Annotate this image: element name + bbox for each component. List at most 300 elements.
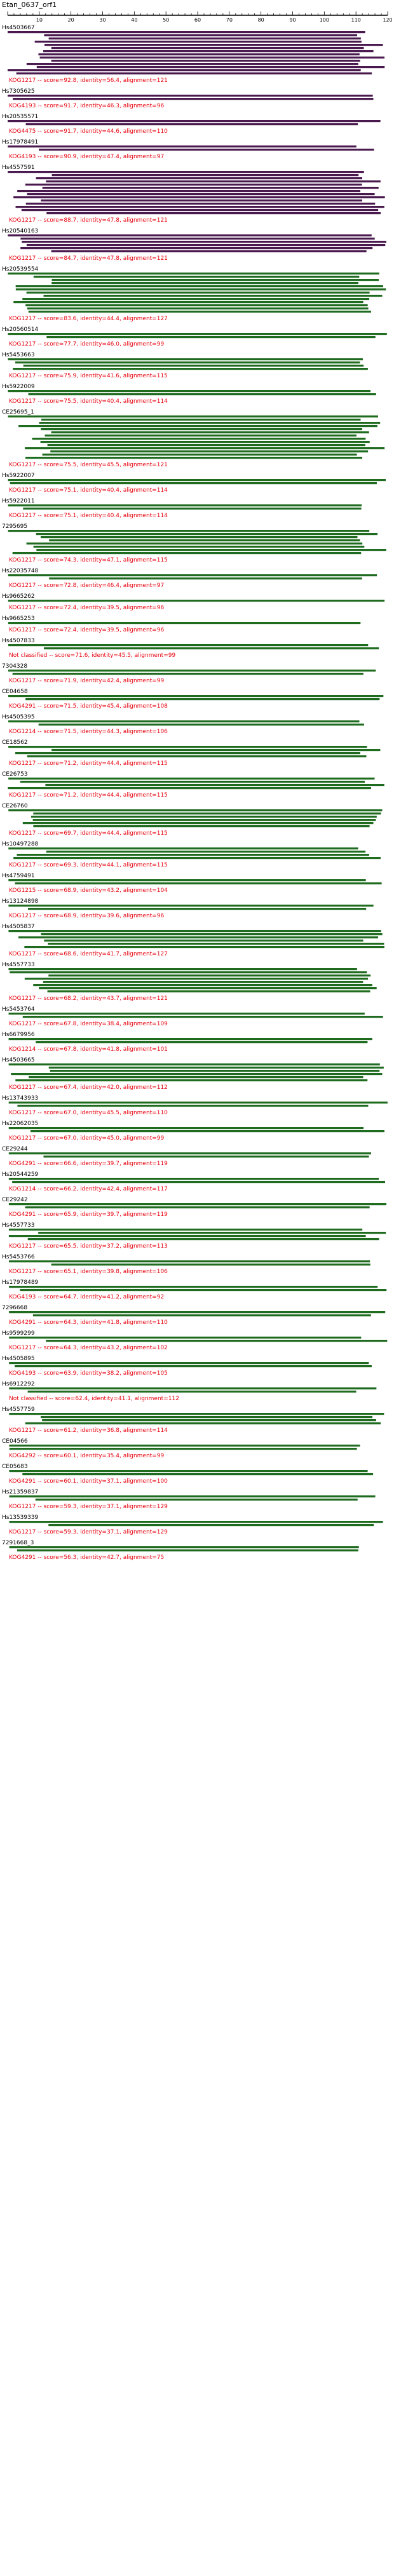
alignment-bar[interactable] [36,1041,367,1043]
hit-block [2,1381,376,1402]
hit-sequence-name: Hs5453663 [2,352,35,358]
ruler-tick-label: 60 [194,17,201,23]
alignment-bar[interactable] [32,438,366,440]
hit-sequence-name: 7296668 [2,1305,28,1311]
alignment-bar[interactable] [13,98,373,100]
alignment-bar[interactable] [43,187,379,189]
alignment-bar[interactable] [44,647,379,649]
hit-annotation: KOG1217 -- score=88.7, identity=47.8, alignment=121 [9,217,168,224]
hit-annotation: KOG1217 -- score=77.7, identity=46.0, alignment=99 [9,341,165,347]
alignment-bar[interactable] [17,1105,368,1107]
alignment-bar[interactable] [8,171,364,173]
alignment-bar[interactable] [49,1067,384,1069]
ruler-tick-label: 10 [36,17,43,23]
alignment-bar[interactable] [41,419,360,421]
alignment-bar[interactable] [31,816,377,818]
alignment-bar[interactable] [9,1413,384,1415]
alignment-bar[interactable] [27,244,385,246]
hit-block [2,266,386,322]
alignment-bar[interactable] [8,930,381,932]
alignment-bar[interactable] [9,1495,375,1497]
hit-annotation: KOG1217 -- score=75.5, identity=45.5, alignment=121 [9,462,168,468]
alignment-bar[interactable] [8,847,358,849]
hit-sequence-name: CE26753 [2,771,28,778]
hit-sequence-name: Hs5922009 [2,384,35,390]
alignment-bar[interactable] [8,670,376,671]
alignment-bar[interactable] [8,778,374,779]
hit-sequence-name: CE29242 [2,1197,28,1203]
alignment-bar[interactable] [9,1038,372,1040]
hit-block [2,593,384,611]
alignment-bar[interactable] [24,946,384,948]
hit-annotation: KOG1217 -- score=67.0, identity=45.5, alignment=110 [9,1110,168,1116]
alignment-bar[interactable] [9,1445,360,1446]
alignment-bar[interactable] [23,508,361,509]
hit-annotation: KOG4193 -- score=91.7, identity=46.3, alignment=96 [9,103,165,109]
hit-block [2,384,376,405]
hit-sequence-name: Hs22062035 [2,1121,39,1127]
ruler-tick-label: 110 [351,17,361,23]
alignment-bar[interactable] [26,123,358,125]
alignment-bar[interactable] [41,428,362,430]
hit-annotation: KOG1217 -- score=84.7, identity=47.8, alignment=121 [9,255,168,262]
hit-block [2,1121,384,1142]
alignment-bar[interactable] [15,882,382,884]
hit-annotation: KOG1217 -- score=67.8, identity=38.4, alignment=109 [9,1021,168,1027]
alignment-bar[interactable] [22,298,369,300]
hit-annotation: KOG1217 -- score=59.3, identity=37.1, alignment=129 [9,1529,168,1535]
ruler-tick-label: 70 [226,17,233,23]
hit-annotation: KOG4291 -- score=64.3, identity=41.8, alignment=110 [9,1319,168,1326]
hit-annotation: KOG4193 -- score=63.9, identity=38.2, alignment=105 [9,1370,168,1377]
alignment-bar[interactable] [8,720,359,722]
alignment-bar[interactable] [27,307,369,309]
alignment-bar[interactable] [9,1470,367,1472]
alignment-bar[interactable] [36,549,386,551]
alignment-bar[interactable] [39,149,374,151]
hit-sequence-name: Hs17978491 [2,139,39,145]
alignment-bar[interactable] [16,206,384,208]
alignment-bar[interactable] [8,530,369,532]
alignment-bar[interactable] [20,1289,386,1291]
hit-block [2,409,384,468]
alignment-bar[interactable] [39,422,381,424]
alignment-bar[interactable] [38,1232,386,1234]
alignment-bar[interactable] [41,199,362,201]
alignment-bar[interactable] [8,358,363,360]
alignment-bar[interactable] [8,968,357,970]
alignment-bar[interactable] [37,66,384,68]
hit-block [2,523,386,563]
alignment-bar[interactable] [49,577,362,579]
alignment-bar[interactable] [8,905,373,907]
alignment-bar[interactable] [13,857,381,859]
hit-block [2,1406,384,1434]
hit-block [2,1146,371,1167]
alignment-bar[interactable] [27,63,358,65]
hit-block [2,1197,386,1218]
alignment-bar[interactable] [36,533,377,535]
alignment-bar[interactable] [36,177,362,179]
alignment-bar[interactable] [48,1524,374,1526]
alignment-bar[interactable] [45,435,357,436]
alignment-bar[interactable] [25,1206,370,1208]
hit-annotation: Not classified -- score=71.6, identity=45.5, alignment=99 [9,652,176,659]
hit-block [2,1464,373,1485]
alignment-bar[interactable] [25,978,368,980]
alignment-bar[interactable] [34,546,365,548]
alignment-bar[interactable] [51,282,358,284]
hit-sequence-name: Hs4503665 [2,1057,35,1063]
alignment-bar[interactable] [46,212,381,214]
alignment-bar[interactable] [48,943,384,945]
hit-block [2,1330,387,1351]
alignment-bar[interactable] [28,1238,379,1240]
hit-annotation: KOG1217 -- score=72.4, identity=39.5, alignment=96 [9,627,165,633]
hit-sequence-name: 7295695 [2,523,28,530]
alignment-bar[interactable] [43,1156,369,1157]
alignment-bar[interactable] [17,1549,358,1551]
alignment-bar[interactable] [38,53,359,55]
alignment-bar[interactable] [43,981,363,983]
alignment-bar[interactable] [44,44,383,46]
alignment-bar[interactable] [25,184,362,185]
hit-block [2,689,383,710]
alignment-bar[interactable] [41,933,383,935]
alignment-bar[interactable] [13,673,363,675]
hit-block [2,1057,384,1091]
alignment-bar[interactable] [22,1473,373,1475]
alignment-bar[interactable] [27,292,370,293]
hit-sequence-name: 7304328 [2,663,28,670]
alignment-bar[interactable] [8,622,360,624]
alignment-bar[interactable] [8,31,365,33]
alignment-bar[interactable] [8,746,367,748]
alignment-bar[interactable] [15,752,360,754]
alignment-bar[interactable] [25,457,362,459]
alignment-bar[interactable] [43,50,374,52]
alignment-bar[interactable] [9,1362,369,1364]
hit-sequence-name: Hs21359837 [2,1489,39,1495]
alignment-bar[interactable] [23,1016,383,1018]
alignment-bar[interactable] [8,145,357,147]
alignment-bar[interactable] [16,285,383,287]
hit-block [2,88,373,109]
alignment-bar[interactable] [46,1340,387,1342]
alignment-bar[interactable] [8,809,382,811]
alignment-bar[interactable] [23,822,374,824]
hit-annotation: KOG1214 -- score=71.5, identity=44.3, alignment=106 [9,729,168,735]
alignment-bar[interactable] [13,196,385,198]
hit-block [2,714,364,735]
alignment-bar[interactable] [39,987,377,989]
hit-sequence-name: Hs4557733 [2,1222,35,1229]
alignment-bar[interactable] [9,1235,366,1237]
hit-block [2,25,384,84]
alignment-bar[interactable] [9,1311,385,1313]
hit-annotation: KOG4291 -- score=65.9, identity=39.7, alignment=119 [9,1211,168,1218]
alignment-bar[interactable] [27,755,367,757]
hit-sequence-name: Hs20540163 [2,228,39,234]
alignment-bar[interactable] [33,813,381,814]
hit-annotation: KOG1217 -- score=69.7, identity=44.4, alignment=115 [9,830,168,837]
hit-block [2,473,386,494]
hit-sequence-name: CE29244 [2,1146,28,1152]
alignment-bar[interactable] [29,393,376,395]
hit-annotation: KOG1217 -- score=83.6, identity=44.4, alignment=127 [9,316,168,322]
alignment-bar[interactable] [31,1130,384,1132]
hit-block [2,1254,370,1275]
hit-annotation: KOG4291 -- score=60.1, identity=37.1, alignment=100 [9,1478,168,1485]
ruler-tick-label: 50 [163,17,170,23]
hit-block [2,1095,388,1116]
alignment-bar[interactable] [8,234,372,236]
hit-block [2,568,377,589]
hit-annotation: KOG1217 -- score=72.4, identity=39.5, alignment=96 [9,605,165,611]
alignment-bar[interactable] [51,60,360,62]
alignment-bar[interactable] [8,390,370,392]
alignment-bar[interactable] [8,415,378,417]
alignment-bar[interactable] [10,971,367,973]
alignment-bar[interactable] [28,908,366,910]
alignment-bar[interactable] [15,361,360,363]
hit-block [2,873,382,894]
hit-block [2,841,381,868]
alignment-bar[interactable] [50,1070,379,1072]
alignment-bar[interactable] [24,365,364,367]
hit-block [2,1305,385,1326]
alignment-bar[interactable] [8,479,386,481]
alignment-bar[interactable] [12,1181,385,1183]
alignment-bar[interactable] [44,34,357,36]
sequence-title: Etan_0637_orf1 [2,1,57,9]
hit-annotation: KOG1217 -- score=68.2, identity=43.7, alignment=121 [9,995,168,1002]
alignment-bar[interactable] [17,72,372,74]
alignment-bar[interactable] [8,600,384,602]
alignment-bar[interactable] [41,441,370,443]
alignment-bar[interactable] [16,288,386,290]
alignment-bar[interactable] [18,936,378,938]
alignment-bar[interactable] [25,447,384,449]
alignment-bar[interactable] [33,825,369,827]
hit-sequence-name: Hs4503667 [2,25,35,31]
hit-annotation: KOG1217 -- score=68.9, identity=39.6, alignment=96 [9,913,165,919]
ruler-tick-label: 80 [257,17,264,23]
alignment-bar[interactable] [8,273,379,274]
hit-sequence-name: Hs10497288 [2,841,39,847]
alignment-bar[interactable] [10,482,377,484]
alignment-bar[interactable] [28,1391,357,1393]
alignment-bar[interactable] [27,193,375,195]
alignment-bar[interactable] [22,209,378,211]
alignment-bar[interactable] [29,1076,363,1078]
hit-annotation: KOG1217 -- score=71.2, identity=44.4, alignment=115 [9,792,168,799]
alignment-bar[interactable] [34,276,359,278]
hit-annotation: KOG4193 -- score=90.9, identity=47.4, alignment=97 [9,154,165,160]
hit-block [2,663,376,684]
hit-block [2,1356,372,1377]
alignment-bar[interactable] [9,1203,386,1205]
alignment-bar[interactable] [15,1365,372,1367]
alignment-bar[interactable] [25,698,379,700]
alignment-bar[interactable] [22,241,386,243]
alignment-bar[interactable] [8,69,361,71]
hit-annotation: KOG1217 -- score=65.5, identity=37.2, alignment=113 [9,1243,168,1250]
alignment-bar[interactable] [18,425,377,427]
alignment-bar[interactable] [35,41,362,43]
hit-annotation: KOG1217 -- score=75.5, identity=40.4, alignment=114 [9,398,168,405]
hit-annotation: KOG1217 -- score=71.2, identity=44.4, alignment=115 [9,760,168,767]
alignment-bar[interactable] [43,454,357,455]
hit-block [2,1438,360,1459]
hit-annotation: KOG1217 -- score=75.1, identity=40.4, alignment=114 [9,513,168,519]
hit-sequence-name: Hs4507833 [2,638,35,644]
hit-block [2,1489,376,1510]
hit-annotation: KOG1217 -- score=64.3, identity=43.2, alignment=102 [9,1345,168,1351]
alignment-bar[interactable] [46,851,365,853]
alignment-bar[interactable] [52,279,379,281]
alignment-bar[interactable] [51,1264,370,1265]
alignment-bar[interactable] [9,1152,371,1154]
hit-annotation: KOG1215 -- score=68.9, identity=43.2, alignment=104 [9,887,168,894]
hit-annotation: KOG4291 -- score=71.5, identity=45.4, alignment=108 [9,703,168,710]
alignment-bar[interactable] [46,336,375,338]
alignment-bar[interactable] [17,854,369,856]
alignment-bar[interactable] [8,787,371,789]
hit-annotation: KOG4291 -- score=66.6, identity=39.7, alignment=119 [9,1161,168,1167]
alignment-bar[interactable] [50,450,368,452]
alignment-bar[interactable] [25,304,367,306]
hit-sequence-name: Hs20535571 [2,114,39,120]
alignment-bar[interactable] [8,95,373,97]
hit-sequence-name: CE18562 [2,739,28,746]
alignment-bar[interactable] [41,536,357,538]
hit-sequence-name: Hs9665253 [2,616,35,622]
hit-annotation: KOG1217 -- score=74.3, identity=47.1, alignment=115 [9,557,168,563]
alignment-bar[interactable] [41,1416,372,1418]
alignment-bar[interactable] [49,539,360,541]
alignment-bar[interactable] [51,47,364,49]
alignment-bar[interactable] [15,1079,367,1081]
hit-block [2,1514,383,1535]
alignment-bar[interactable] [8,574,377,576]
hit-sequence-name: 7291668_3 [2,1540,34,1546]
alignment-bar[interactable] [39,724,364,725]
alignment-bar[interactable] [10,1521,383,1523]
alignment-bar[interactable] [13,301,363,303]
alignment-bar[interactable] [48,974,370,976]
alignment-bar[interactable] [9,1102,388,1103]
alignment-bar[interactable] [33,984,372,986]
hit-sequence-name: Hs5453764 [2,1006,35,1013]
alignment-bar[interactable] [9,1178,379,1180]
alignment-bar[interactable] [27,543,363,544]
alignment-bar[interactable] [8,120,381,122]
alignment-bar[interactable] [13,368,368,370]
hit-sequence-name: CE26760 [2,803,28,809]
hit-annotation: KOG1217 -- score=75.9, identity=41.6, alignment=115 [9,373,168,379]
alignment-bar[interactable] [48,444,365,446]
alignment-bar[interactable] [9,1013,365,1015]
alignment-bar[interactable] [51,431,369,433]
alignment-bar[interactable] [33,1314,371,1316]
alignment-bar[interactable] [8,504,362,506]
alignment-bar[interactable] [29,311,371,313]
alignment-bar[interactable] [20,238,374,239]
hit-sequence-name: Hs4557591 [2,165,35,171]
alignment-bar[interactable] [8,879,365,881]
alignment-bar[interactable] [33,819,376,821]
alignment-bar[interactable] [11,1073,382,1075]
alignment-bar[interactable] [9,1063,380,1065]
hit-sequence-name: CE04658 [2,689,28,695]
alignment-bar[interactable] [9,1286,377,1288]
hit-annotation: KOG1217 -- score=72.8, identity=46.4, alignment=97 [9,583,165,589]
alignment-bar[interactable] [10,1448,357,1450]
alignment-bar[interactable] [8,333,386,335]
alignment-bar[interactable] [52,174,359,176]
alignment-bar[interactable] [20,247,372,249]
alignment-bar[interactable] [9,1127,363,1129]
hit-annotation: KOG1217 -- score=71.9, identity=42.4, alignment=99 [9,678,165,684]
alignment-bar[interactable] [36,1499,358,1500]
alignment-bar[interactable] [49,37,361,39]
alignment-bar[interactable] [17,190,360,192]
alignment-bar[interactable] [10,1546,359,1548]
alignment-bar[interactable] [45,784,384,786]
alignment-bar[interactable] [48,990,370,992]
hit-annotation: KOG1214 -- score=67.8, identity=41.8, alignment=101 [9,1046,168,1053]
hit-block [2,165,385,224]
hit-sequence-name: Hs13743933 [2,1095,39,1102]
alignment-bar[interactable] [20,781,365,783]
hit-sequence-name: Hs4759491 [2,873,35,879]
alignment-bar[interactable] [25,1422,381,1424]
hit-sequence-name: Hs20544259 [2,1171,39,1178]
ruler-tick-label: 30 [99,17,106,23]
hit-block [2,1171,385,1192]
alignment-bar[interactable] [9,1260,370,1262]
alignment-bar[interactable] [9,1387,376,1389]
alignment-bar[interactable] [51,250,367,252]
alignment-bar[interactable] [9,1229,362,1231]
hit-sequence-name: Hs20560514 [2,327,39,333]
alignment-bar[interactable] [51,749,380,751]
hit-sequence-name: Hs6912292 [2,1381,35,1387]
hit-sequence-name: Hs22035748 [2,568,39,574]
hit-block [2,1006,383,1027]
hit-block [2,924,384,957]
hit-sequence-name: Hs6679956 [2,1032,35,1038]
hit-annotation: KOG1217 -- score=92.8, identity=56.4, alignment=121 [9,78,168,84]
hit-sequence-name: Hs5922011 [2,498,35,504]
alignment-bar[interactable] [8,695,383,697]
hit-sequence-name: Hs9665262 [2,593,35,600]
alignment-bar[interactable] [9,1337,361,1339]
alignment-bar[interactable] [26,203,376,205]
hit-sequence-name: Hs5453766 [2,1254,35,1260]
ruler-tick-label: 90 [289,17,296,23]
hit-block [2,962,377,1002]
alignment-bar[interactable] [46,180,380,182]
ruler-tick-label: 100 [319,17,329,23]
alignment-bar[interactable] [44,940,363,941]
alignment-bar[interactable] [8,644,368,646]
alignment-bar[interactable] [40,57,384,58]
alignment-bar[interactable] [13,552,362,554]
alignment-bar[interactable] [43,295,382,297]
alignment-bar[interactable] [42,1419,376,1421]
